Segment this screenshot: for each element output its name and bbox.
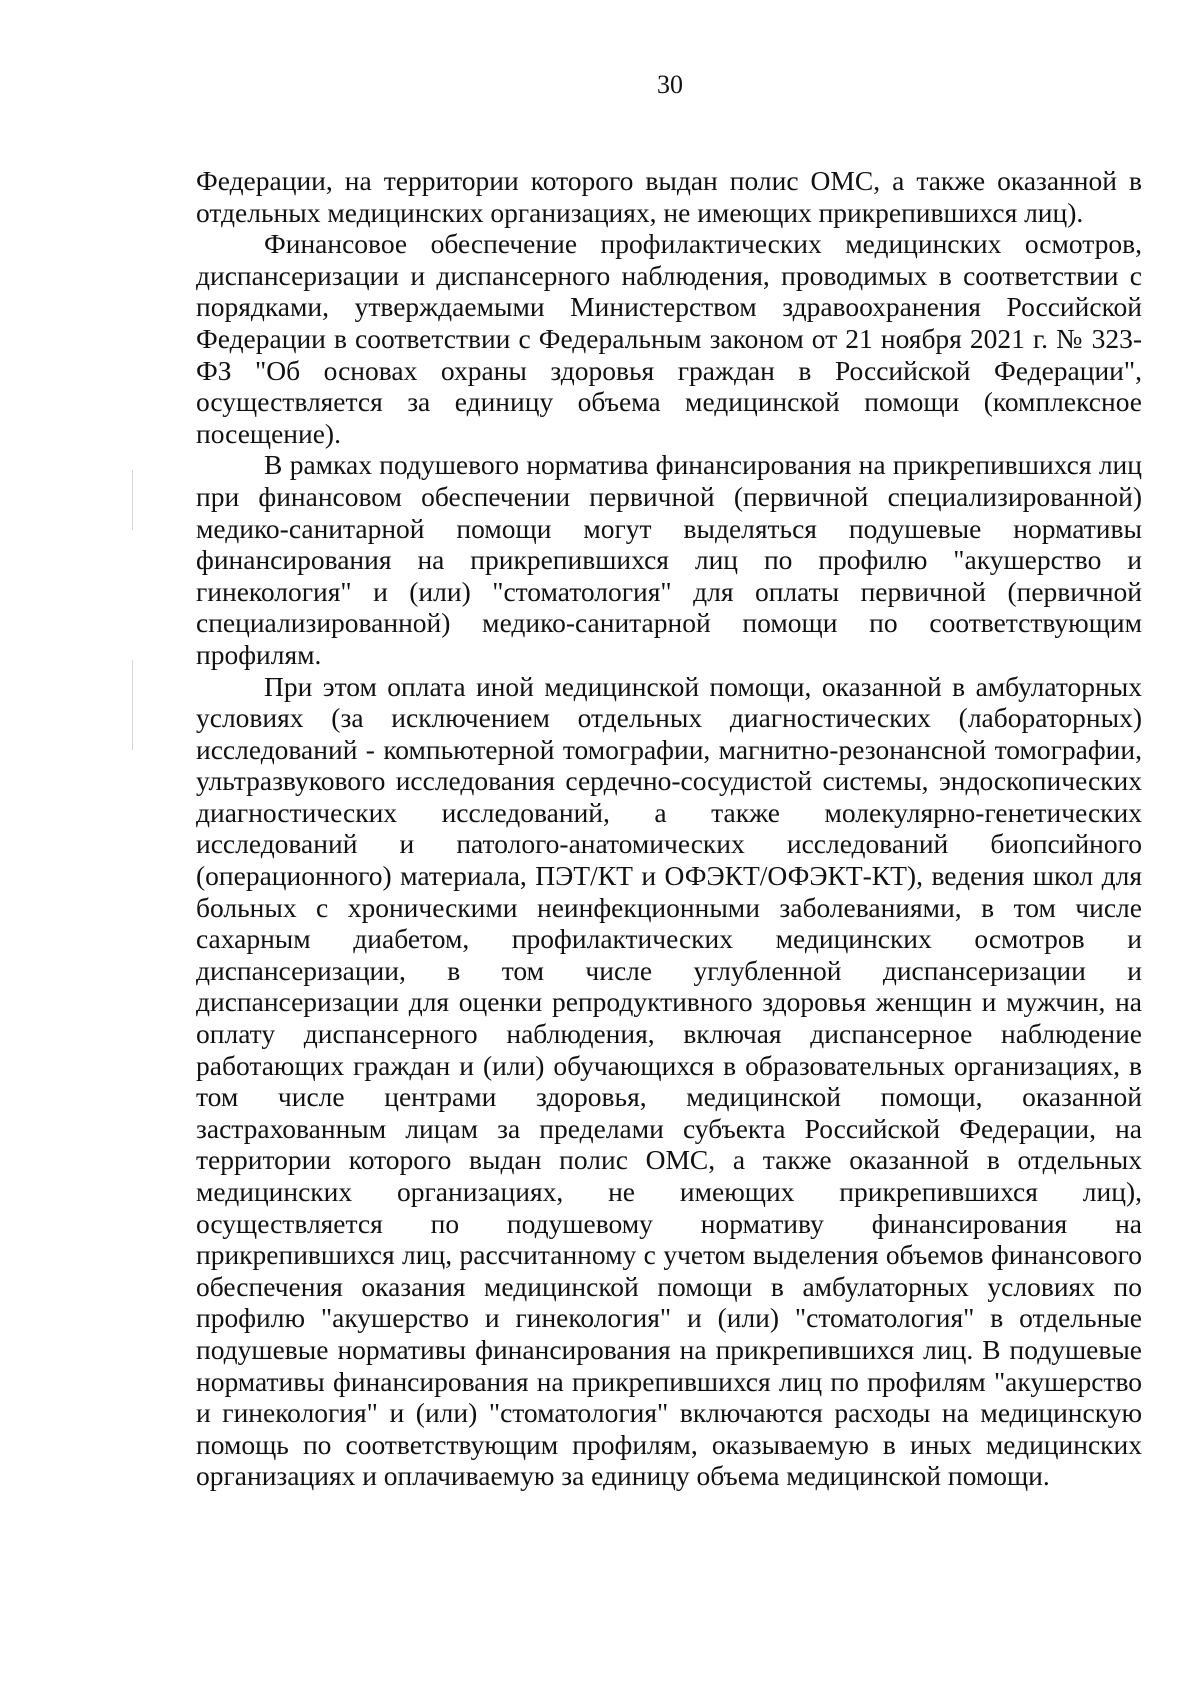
paragraph-per-capita-standards: В рамках подушевого норматива финансирования на прикрепившихся лиц при финансовом обеспечении первичной (первичной специализированной) медико-санитарной помощи могут выделяться подушевые нормативы финансирования на прикрепившихся лиц по профилю "акушерство и гинекология" и (или) "стоматология" для оплаты первичной (первичной специализированной) медико-санитарной помощи по соответствующим профилям. [196,449,1142,670]
scan-margin-mark [132,660,133,750]
paragraph-outpatient-payment: При этом оплата иной медицинской помощи, оказанной в амбулаторных условиях (за исключением отдельных диагностических (лабораторных) исследований - компьютерной томографии, магнитно-резонансной томографии, ультразвукового исследования сердечно-сосудистой системы, эндоскопических диагностических исследований, а также молекулярно-генетических исследований и патолого-анатомических исследований биопсийного (операционного) материала, ПЭТ/КТ и ОФЭКТ/ОФЭКТ-КТ), ведения школ для больных с хроническими неинфекционными заболеваниями, в том числе сахарным диабетом, профилактических медицинских осмотров и диспансеризации, в том числе углубленной диспансеризации и диспансеризации для оценки репродуктивного здоровья женщин и мужчин, на оплату диспансерного наблюдения, включая диспансерное наблюдение работающих граждан и (или) обучающихся в образовательных организациях, в том числе центрами здоровья, медицинской помощи, оказанной застрахованным лицам за пределами субъекта Российской Федерации, на территории которого выдан полис ОМС, а также оказанной в отдельных медицинских организациях, не имеющих прикрепившихся лиц), осуществляется по подушевому нормативу финансирования на прикрепившихся лиц, рассчитанному с учетом выделения объемов финансового обеспечения оказания медицинской помощи в амбулаторных условиях по профилю "акушерство и гинекология" и (или) "стоматология" в отдельные подушевые нормативы финансирования на прикрепившихся лиц. В подушевые нормативы финансирования на прикрепившихся лиц по профилям "акушерство и гинекология" и (или) "стоматология" включаются расходы на медицинскую помощь по соответствующим профилям, оказываемую в иных медицинских организациях и оплачиваемую за единицу объема медицинской помощи. [196,670,1142,1492]
document-body [196,165,1142,1492]
page-number: 30 [657,70,683,99]
paragraph-preventive-funding: Финансовое обеспечение профилактических медицинских осмотров, диспансеризации и диспансерного наблюдения, проводимых в соответствии с порядками, утверждаемыми Министерством здравоохранения Российской Федерации в соответствии с Федеральным законом от 21 ноября 2021 г. № 323-ФЗ "Об основах охраны здоровья граждан в Российской Федерации", осуществляется за единицу объема медицинской помощи (комплексное посещение). [196,228,1142,449]
scan-margin-mark [132,470,133,530]
paragraph-continuation: Федерации, на территории которого выдан полис ОМС, а также оказанной в отдельных медицинских организациях, не имеющих прикрепившихся лиц). [196,165,1142,228]
